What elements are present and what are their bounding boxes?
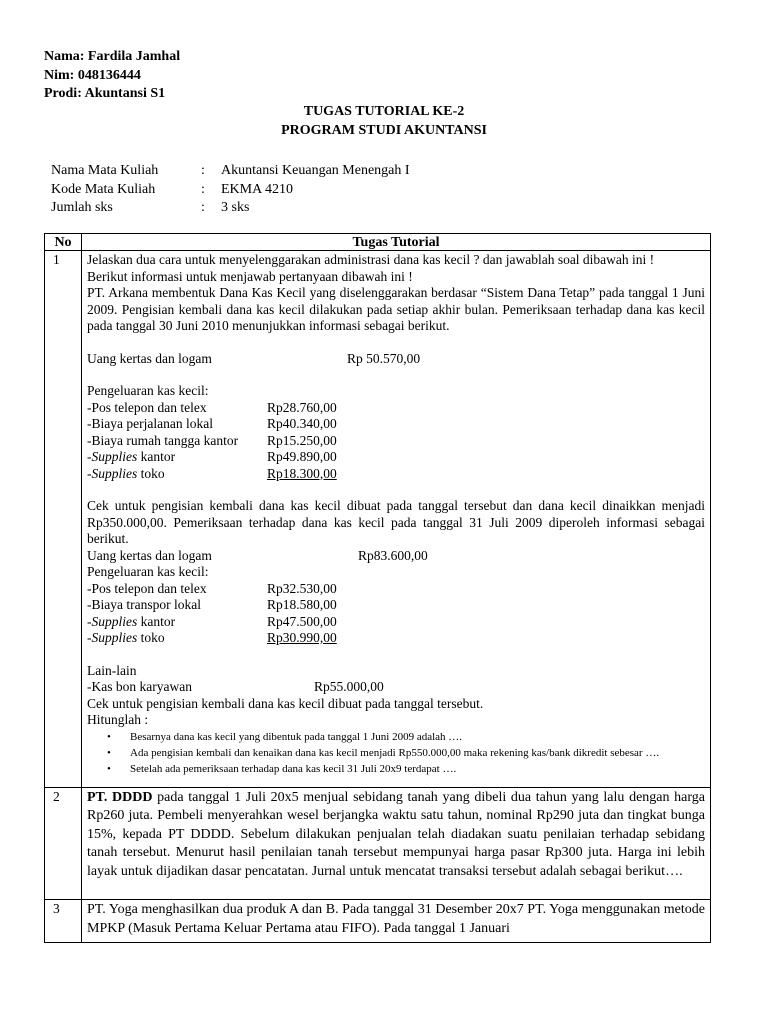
document-title: TUGAS TUTORIAL KE-2 [303,104,465,119]
expense-value: Rp28.760,00 [267,399,337,415]
expense-line: -Pos telepon dan telex Rp32.530,00 [87,580,337,596]
cash-line [87,351,705,368]
other-line [87,679,705,696]
other-title: Lain-lain [87,662,137,678]
course-info-value: Akuntansi Keuangan Menengah I [221,163,410,178]
calculate-label: Hitunglah : [87,712,149,727]
cash-value: Rp 50.570,00 [347,350,421,366]
course-info-label: Nama Mata Kuliah [51,163,159,178]
student-name: Nama: Fardila Jamhal [44,49,181,64]
expense-line: -Biaya perjalanan lokal Rp40.340,00 [87,416,337,431]
table-row [45,900,711,943]
expense-line: -Supplies kantor Rp47.500,00 [87,613,337,629]
row-number: 2 [45,787,82,900]
question-text: pada tanggal 1 Juli 20x5 menjual sebidang tanah yang dibeli dua tahun yang lalu dengan harga Rp260 juta. Pembeli menyerahkan wesel berjangka waktu satu tahun, nominal Rp290 juta dan tingkat bunga 15%, kepada PT DDDD. Sebelum dilakukan penjualan telah diadakan suatu penilaian terhadap sebidang tanah tersebut. Menurut hasil penilaian tanah tersebut mempunyai harga pasar Rp300 juta. Harga ini lebih layak untuk dijadikan dasar pencatatan. Jurnal untuk mencatat transaksi tersebut adalah sebagai berikut…. [87,789,705,879]
expense-value: Rp18.580,00 [267,597,337,612]
cash-label: Uang kertas dan logam [87,547,212,563]
expense-label: toko [137,630,165,645]
list-item: • Ada pengisian kembali dan kenaikan dana kas kecil menjadi Rp550.000,00 maka rekening kas/bank dikredit sebesar …. [105,745,705,761]
expense-line: -Biaya transpor lokal Rp18.580,00 [87,597,337,612]
expense-value: Rp32.530,00 [267,580,337,596]
course-info-row [51,162,410,181]
expense-label-italic: Supplies [91,465,138,481]
course-info-row [51,199,410,218]
table-header-row [45,234,711,251]
course-info-value: 3 sks [221,200,250,215]
column-header-task: Tugas Tutorial [82,234,711,251]
expense-value: Rp40.340,00 [267,416,337,431]
course-info-label: Jumlah sks [51,200,113,215]
expense-value: Rp49.890,00 [267,449,337,464]
expense-label: Biaya transpor lokal [91,597,201,612]
expense-label: Pos telepon dan telex [91,399,207,415]
expense-title: Pengeluaran kas kecil: [87,564,209,579]
document-subtitle: PROGRAM STUDI AKUNTANSI [281,123,487,138]
expense-label: kantor [137,613,176,629]
row-number: 1 [45,251,82,788]
task-content [82,251,711,788]
course-info-label: Kode Mata Kuliah [51,181,156,197]
expense-line: -Pos telepon dan telex Rp28.760,00 [87,399,337,415]
other-label: -Kas bon karyawan [87,679,192,694]
course-info-colon: : [201,200,205,215]
expense-label: Biaya rumah tangga kantor [91,432,239,448]
expense-value: Rp30.990,00 [267,630,337,645]
question-text: Berikut informasi untuk menjawab pertanyaan dibawah ini ! [87,268,413,284]
course-info-colon: : [201,163,205,178]
expense-label: Pos telepon dan telex [91,580,207,596]
expense-title: Pengeluaran kas kecil: [87,383,209,398]
course-info [51,162,410,218]
company-name: PT. DDDD [87,789,153,805]
column-header-no: No [45,234,82,251]
expense-line: -Supplies toko Rp30.990,00 [87,630,337,645]
cash-line [87,548,705,565]
expense-value: Rp15.250,00 [267,432,337,448]
expense-line: -Supplies toko Rp18.300,00 [87,465,337,481]
course-info-row [51,181,410,200]
task-content: PT. Yoga menghasilkan dua produk A dan B. Pada tanggal 31 Desember 20x7 PT. Yoga menggunakan metode MPKP (Masuk Pertama Keluar Pertama atau FIFO). Pada tanggal 1 Januari [82,900,711,943]
other-value: Rp55.000,00 [314,679,384,694]
question-list [105,729,705,777]
case-paragraph: PT. Arkana membentuk Dana Kas Kecil yang diselenggarakan berdasar “Sistem Dana Tetap” pada tanggal 1 Juni 2009. Pengisian kembali dana kas kecil dilakukan pada setiap akhir bulan. Pemeriksaan terhadap dana kas kecil pada tanggal 30 Juni 2010 menunjukkan informasi sebagai berikut. [87,285,705,333]
expense-label: Biaya perjalanan lokal [91,416,213,431]
table-row [45,251,711,788]
student-prodi: Prodi: Akuntansi S1 [44,86,166,101]
question-text: Jelaskan dua cara untuk menyelenggarakan administrasi dana kas kecil ? dan jawablah soal dibawah ini ! [87,252,655,267]
list-item: • Besarnya dana kas kecil yang dibentuk pada tanggal 1 Juni 2009 adalah …. [105,729,705,745]
case-paragraph: Cek untuk pengisian kembali dana kas kecil dibuat pada tanggal tersebut dan dana kecil dinaikkan menjadi Rp350.000,00. Pemeriksaan terhadap dana kas kecil pada tanggal 31 Juli 2009 diperoleh informasi sebagai berikut. [87,498,705,546]
expense-label-italic: Supplies [91,613,138,629]
expense-label: kantor [137,449,176,464]
expense-line: -Supplies kantor Rp49.890,00 [87,449,337,464]
course-info-value: EKMA 4210 [221,181,293,197]
check-line: Cek untuk pengisian kembali dana kas kecil dibuat pada tanggal tersebut. [87,695,484,711]
list-item: • Setelah ada pemeriksaan terhadap dana kas kecil 31 Juli 20x9 terdapat …. [105,761,705,777]
expense-value: Rp18.300,00 [267,465,337,481]
expense-label-italic: Supplies [91,630,138,645]
table-row [45,787,711,900]
student-info [44,48,180,104]
expense-label: toko [137,465,165,481]
tutorial-task-table [44,233,711,943]
task-content [82,787,711,900]
course-info-colon: : [201,181,205,197]
expense-line: -Biaya rumah tangga kantor Rp15.250,00 [87,432,337,448]
cash-value: Rp83.600,00 [358,547,428,563]
cash-label: Uang kertas dan logam [87,350,212,366]
row-number: 3 [45,900,82,943]
student-nim: Nim: 048136444 [44,67,141,83]
expense-value: Rp47.500,00 [267,613,337,629]
expense-label-italic: Supplies [91,449,138,464]
